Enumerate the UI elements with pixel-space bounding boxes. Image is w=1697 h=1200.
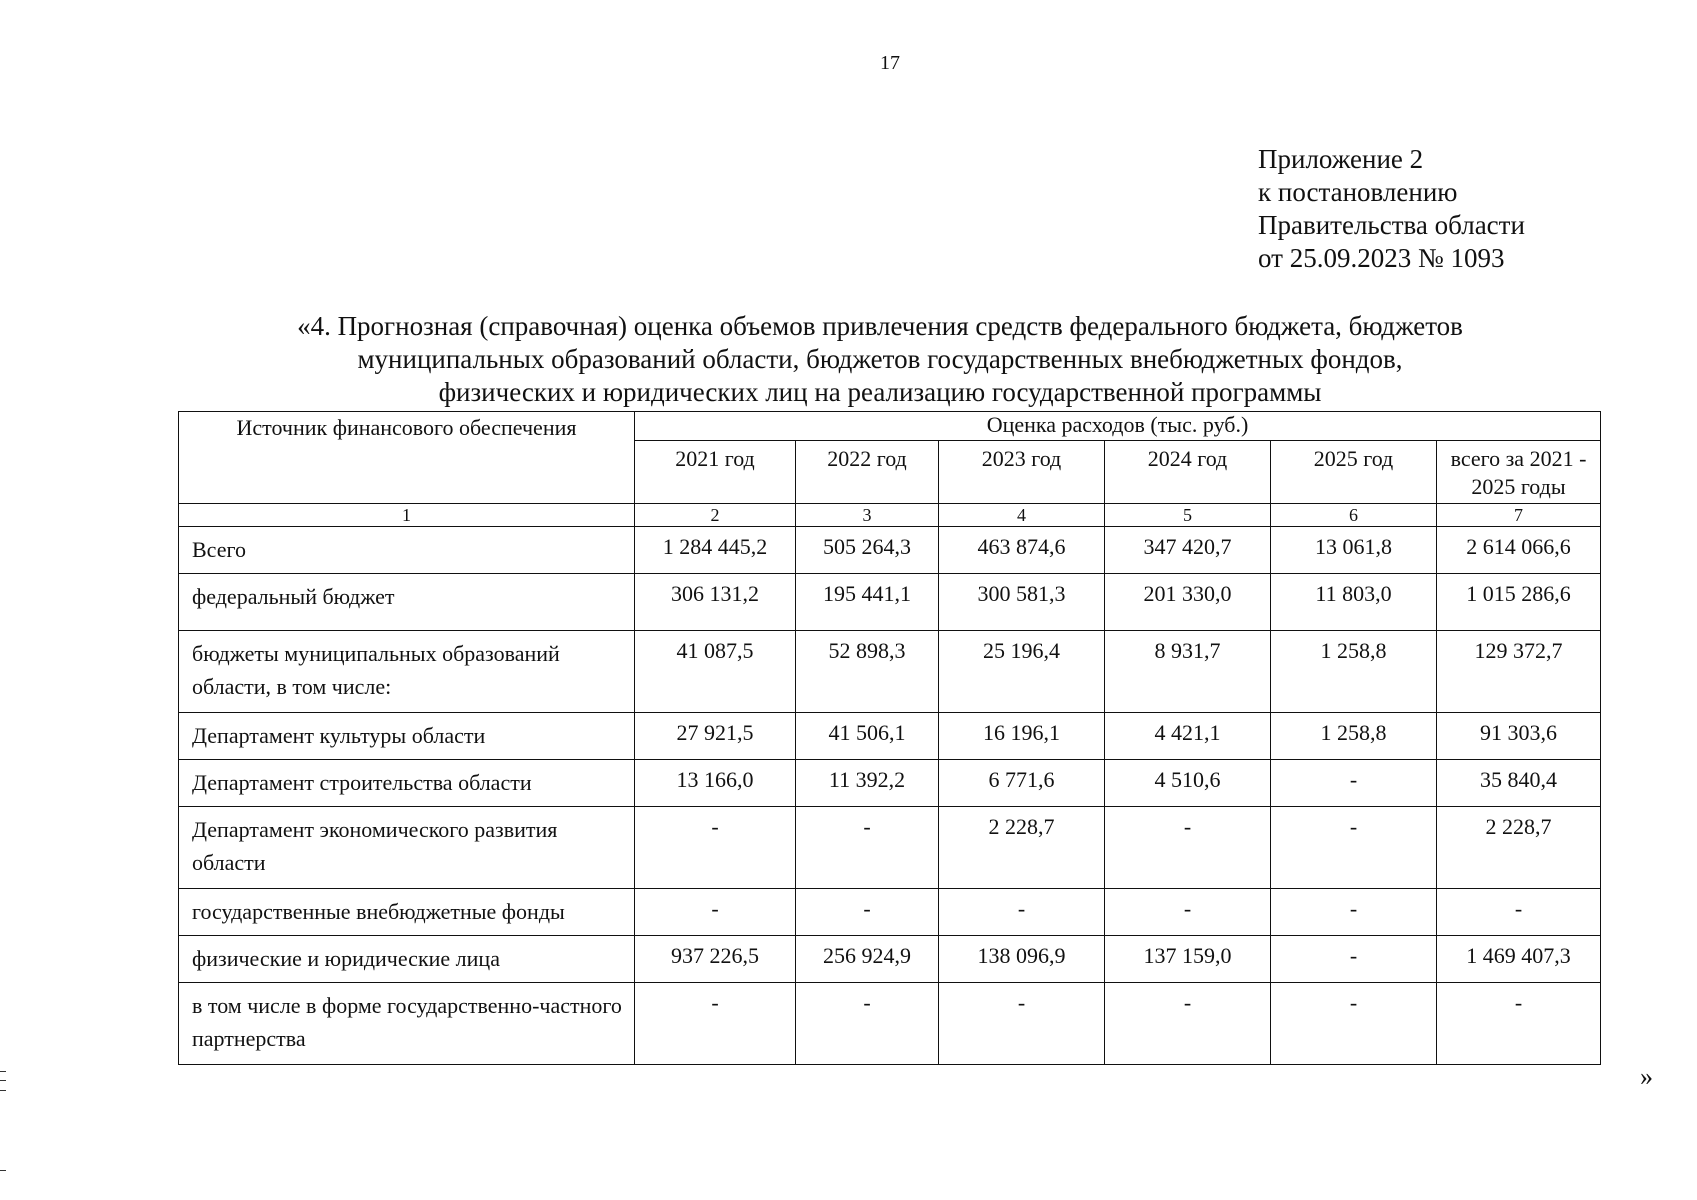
- row-label: Всего: [179, 527, 635, 574]
- row-label: в том числе в форме государственно-частного партнерства: [179, 983, 635, 1065]
- column-number: 6: [1271, 504, 1437, 527]
- cell-value: 52 898,3: [796, 631, 939, 713]
- appendix-line: к постановлению: [1258, 177, 1458, 207]
- cell-value: 195 441,1: [796, 574, 939, 631]
- year-header: 2022 год: [796, 441, 939, 504]
- row-label: Департамент экономического развития области: [179, 807, 635, 889]
- cell-value: -: [939, 983, 1105, 1065]
- cell-value: 13 061,8: [1271, 527, 1437, 574]
- column-number: 2: [635, 504, 796, 527]
- document-title: [0, 310, 1697, 409]
- margin-mark: [0, 1170, 6, 1171]
- row-label: бюджеты муниципальных образований области, в том числе:: [179, 631, 635, 713]
- row-label: Департамент культуры области: [179, 713, 635, 760]
- cell-value: 137 159,0: [1105, 936, 1271, 983]
- cell-value: -: [1271, 983, 1437, 1065]
- cell-value: 300 581,3: [939, 574, 1105, 631]
- cell-value: 138 096,9: [939, 936, 1105, 983]
- cell-value: -: [1271, 760, 1437, 807]
- year-header: 2021 год: [635, 441, 796, 504]
- cell-value: 35 840,4: [1437, 760, 1601, 807]
- cell-value: 937 226,5: [635, 936, 796, 983]
- title-line: физических и юридических лиц на реализацию государственной программы: [438, 377, 1322, 407]
- cell-value: -: [635, 889, 796, 936]
- appendix-line: Приложение 2: [1258, 144, 1424, 174]
- row-label: физические и юридические лица: [179, 936, 635, 983]
- cell-value: 27 921,5: [635, 713, 796, 760]
- cell-value: -: [1271, 889, 1437, 936]
- cell-value: 91 303,6: [1437, 713, 1601, 760]
- column-number: 3: [796, 504, 939, 527]
- cell-value: 25 196,4: [939, 631, 1105, 713]
- cell-value: 1 258,8: [1271, 631, 1437, 713]
- title-line: «4. Прогнозная (справочная) оценка объемов привлечения средств федерального бюджета, бюджетов: [297, 311, 1463, 341]
- column-number: 4: [939, 504, 1105, 527]
- cell-value: -: [939, 889, 1105, 936]
- year-header: 2024 год: [1105, 441, 1271, 504]
- row-label: государственные внебюджетные фонды: [179, 889, 635, 936]
- cell-value: -: [796, 807, 939, 889]
- cell-value: 41 506,1: [796, 713, 939, 760]
- column-number: 7: [1437, 504, 1601, 527]
- cell-value: -: [1105, 889, 1271, 936]
- cell-value: 256 924,9: [796, 936, 939, 983]
- column-number: 5: [1105, 504, 1271, 527]
- closing-quote: »: [1640, 1062, 1653, 1091]
- year-header: 2025 год: [1271, 441, 1437, 504]
- cell-value: 11 392,2: [796, 760, 939, 807]
- cell-value: -: [796, 983, 939, 1065]
- appendix-line: Правительства области: [1258, 210, 1525, 240]
- cell-value: 8 931,7: [1105, 631, 1271, 713]
- table-row: [179, 760, 1601, 807]
- cell-value: 2 228,7: [1437, 807, 1601, 889]
- table-row: [179, 574, 1601, 631]
- cell-value: -: [1105, 983, 1271, 1065]
- cell-value: 41 087,5: [635, 631, 796, 713]
- table-row: [179, 889, 1601, 936]
- table-row: [179, 527, 1601, 574]
- column-number-row: [179, 504, 1601, 527]
- cell-value: 4 510,6: [1105, 760, 1271, 807]
- cell-value: 4 421,1: [1105, 713, 1271, 760]
- cell-value: -: [635, 807, 796, 889]
- table-row: [179, 807, 1601, 889]
- cell-value: -: [1271, 936, 1437, 983]
- row-label: Департамент строительства области: [179, 760, 635, 807]
- cell-value: 463 874,6: [939, 527, 1105, 574]
- table-row: [179, 631, 1601, 713]
- cell-value: 1 284 445,2: [635, 527, 796, 574]
- table-row: [179, 936, 1601, 983]
- table-row: [179, 983, 1601, 1065]
- title-line: муниципальных образований области, бюджетов государственных внебюджетных фондов,: [357, 344, 1403, 374]
- year-header: 2023 год: [939, 441, 1105, 504]
- cell-value: -: [1105, 807, 1271, 889]
- row-label: федеральный бюджет: [179, 574, 635, 631]
- table-body: [179, 527, 1601, 1065]
- cell-value: 13 166,0: [635, 760, 796, 807]
- cell-value: -: [796, 889, 939, 936]
- page-number: 17: [880, 52, 900, 74]
- table-row: [179, 713, 1601, 760]
- cell-value: 2 228,7: [939, 807, 1105, 889]
- cell-value: 1 258,8: [1271, 713, 1437, 760]
- margin-mark: [0, 1071, 6, 1091]
- year-header: всего за 2021 - 2025 годы: [1437, 441, 1601, 504]
- cell-value: 2 614 066,6: [1437, 527, 1601, 574]
- estimate-header: Оценка расходов (тыс. руб.): [635, 412, 1601, 441]
- cell-value: -: [1437, 983, 1601, 1065]
- cell-value: 347 420,7: [1105, 527, 1271, 574]
- column-number: 1: [179, 504, 635, 527]
- cell-value: 1 469 407,3: [1437, 936, 1601, 983]
- cell-value: 6 771,6: [939, 760, 1105, 807]
- cell-value: -: [1437, 889, 1601, 936]
- appendix-line: от 25.09.2023 № 1093: [1258, 243, 1505, 273]
- appendix-block: [1258, 143, 1525, 275]
- cell-value: 1 015 286,6: [1437, 574, 1601, 631]
- cell-value: 505 264,3: [796, 527, 939, 574]
- cell-value: -: [635, 983, 796, 1065]
- cell-value: 201 330,0: [1105, 574, 1271, 631]
- cell-value: 129 372,7: [1437, 631, 1601, 713]
- cell-value: 306 131,2: [635, 574, 796, 631]
- cell-value: -: [1271, 807, 1437, 889]
- source-header: Источник финансового обеспечения: [179, 412, 635, 504]
- cell-value: 11 803,0: [1271, 574, 1437, 631]
- cell-value: 16 196,1: [939, 713, 1105, 760]
- funding-table: [178, 411, 1601, 1065]
